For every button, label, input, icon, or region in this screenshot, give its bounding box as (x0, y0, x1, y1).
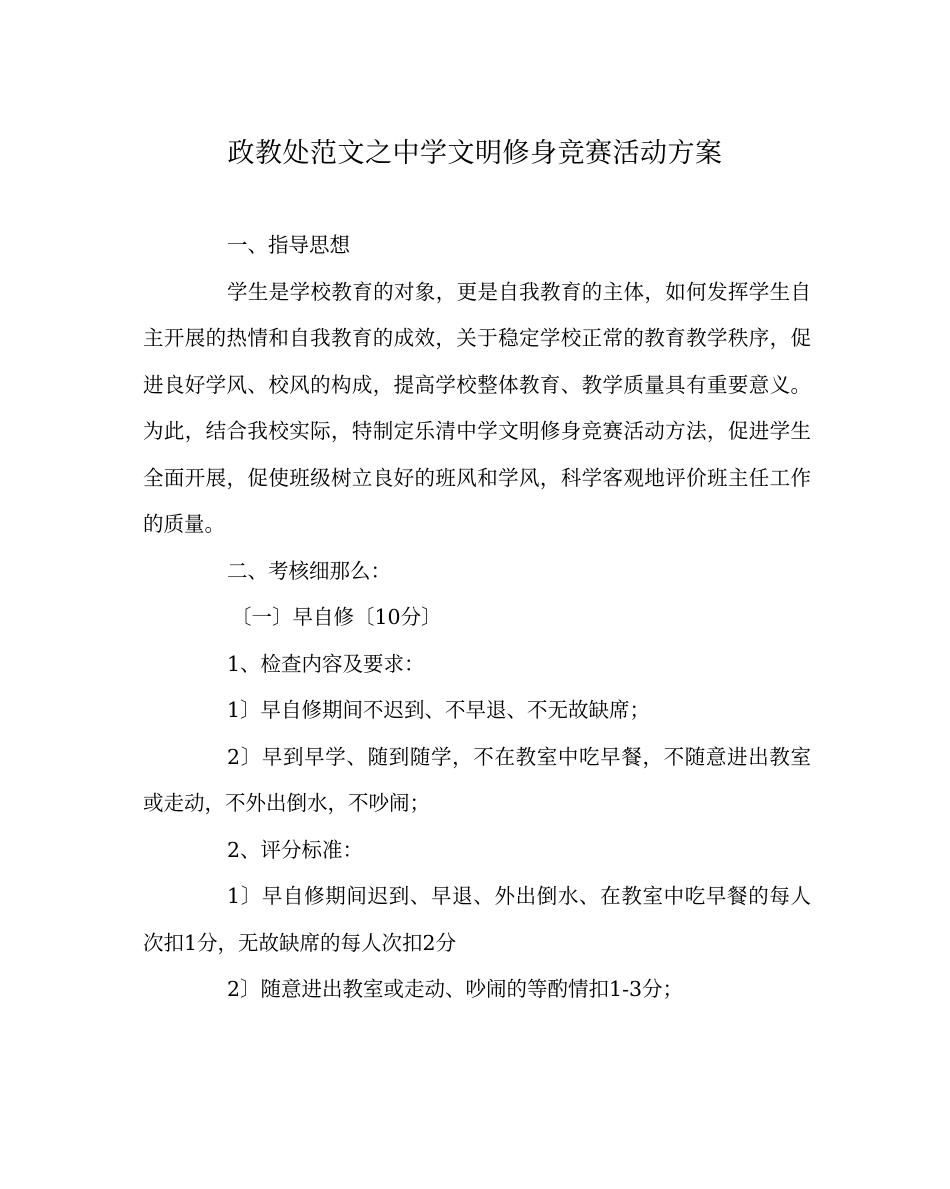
list-item-scoring-2: 2〕随意进出教室或走动、吵闹的等酌情扣1-3分； (227, 977, 684, 1001)
section-heading-guiding-ideology: 一、指导思想 (227, 233, 350, 257)
list-item-check-1: 1〕早自修期间不迟到、不早退、不无故缺席； (227, 698, 651, 722)
document-title: 政教处范文之中学文明修身竞赛活动方案 (227, 138, 723, 169)
paragraph-guiding-ideology: 学生是学校教育的对象，更是自我教育的主体，如何发挥学生自主开展的热情和自我教育的成效，关于稳定学校正常的教育教学秩序，促进良好学风、校风的构成，提高学校整体教育、教学质量具有重要意义。为此，结合我校实际，特制定乐清中学文明修身竞赛活动方法，促进学生全面开展，促使班级树立良好的班风和学风，科学客观地评价班主任工作的质量。 (143, 279, 811, 536)
list-item-check-2: 2〕早到早学、随到随学，不在教室中吃早餐，不随意进出教室或走动，不外出倒水，不吵闹； (143, 744, 811, 815)
document-body (143, 222, 811, 1013)
section-heading-assessment-rules: 二、考核细那么： (227, 558, 391, 583)
item-heading-scoring-standard: 2、评分标准： (227, 837, 364, 862)
item-heading-check-content: 1、检查内容及要求： (227, 651, 425, 676)
list-item-scoring-1: 1〕早自修期间迟到、早退、外出倒水、在教室中吃早餐的每人次扣1分，无故缺席的每人次扣2分 (143, 884, 811, 955)
subsection-heading-morning-study: 〔一〕早自修〔10分〕 (231, 605, 442, 629)
